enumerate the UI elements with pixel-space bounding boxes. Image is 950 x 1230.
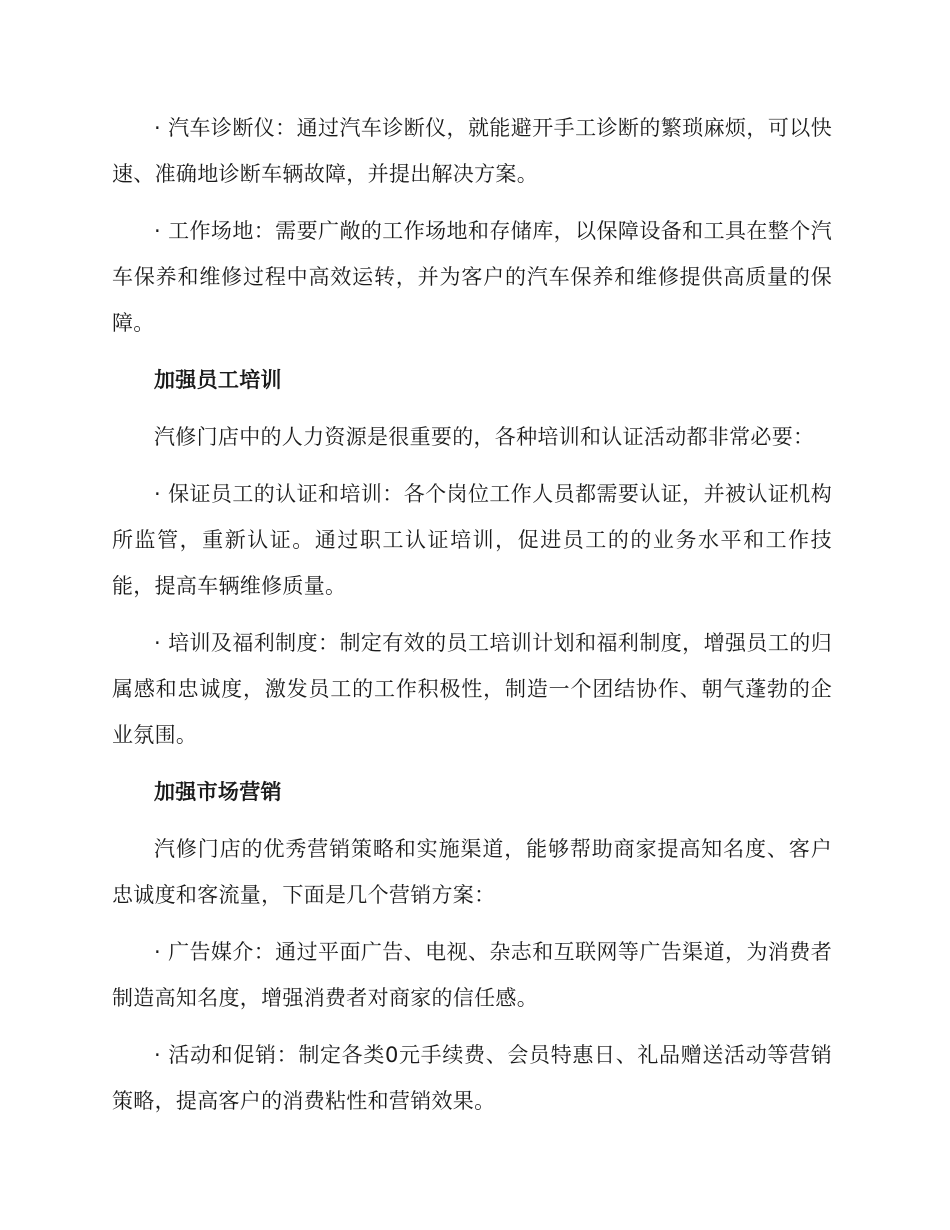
- document-body: [112, 105, 832, 1135]
- bullet-certification-training: · 保证员工的认证和培训：各个岗位工作人员都需要认证，并被认证机构所监管，重新认证。通过职工认证培训，促进员工的的业务水平和工作技能，提高车辆维修质量。: [112, 482, 832, 598]
- bullet-diagnostic-tool: · 汽车诊断仪：通过汽车诊断仪，就能避开手工诊断的繁琐麻烦，可以快速、准确地诊断车辆故障，并提出解决方案。: [112, 116, 832, 186]
- bullet-work-site: · 工作场地：需要广敞的工作场地和存储库，以保障设备和工具在整个汽车保养和维修过程中高效运转，并为客户的汽车保养和维修提供高质量的保障。: [112, 219, 832, 335]
- section-heading-staff-training: 加强员工培训: [154, 368, 282, 392]
- section-heading-marketing: 加强市场营销: [154, 780, 282, 804]
- bullet-training-welfare: · 培训及福利制度：制定有效的员工培训计划和福利制度，增强员工的归属感和忠诚度，激发员工的工作积极性，制造一个团结协作、朝气蓬勃的企业氛围。: [112, 631, 832, 747]
- paragraph-marketing-intro: 汽修门店的优秀营销策略和实施渠道，能够帮助商家提高知名度、客户忠诚度和客流量，下面是几个营销方案：: [112, 837, 832, 907]
- bullet-events-promotions: · 活动和促销：制定各类0元手续费、会员特惠日、礼品赠送活动等营销策略，提高客户的消费粘性和营销效果。: [112, 1043, 832, 1113]
- paragraph-staff-intro: 汽修门店中的人力资源是很重要的，各种培训和认证活动都非常必要：: [154, 425, 815, 449]
- bullet-advertising-media: · 广告媒介：通过平面广告、电视、杂志和互联网等广告渠道，为消费者制造高知名度，增强消费者对商家的信任感。: [112, 940, 832, 1010]
